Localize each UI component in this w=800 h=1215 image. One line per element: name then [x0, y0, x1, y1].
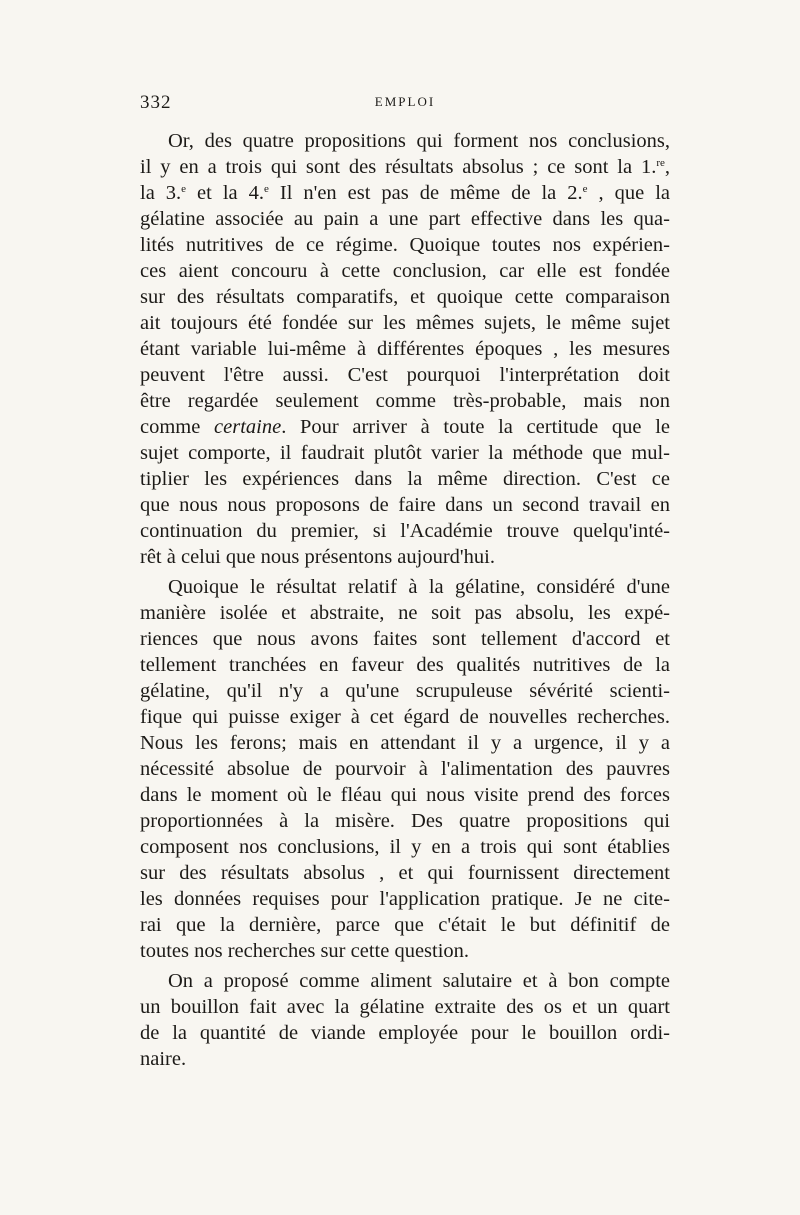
text-line: composent nos conclusions, il y en a trois qui sont établies: [140, 836, 670, 858]
text-line: étant variable lui-même à différentes époques , les mesures: [140, 338, 670, 360]
text-line: Or, des quatre propositions qui forment nos conclusions,: [168, 130, 670, 152]
text-line: rai que la dernière, parce que c'était le but définitif de: [140, 914, 670, 936]
text-line: un bouillon fait avec la gélatine extraite des os et un quart: [140, 996, 670, 1018]
text-line: fique qui puisse exiger à cet égard de nouvelles recherches.: [140, 706, 670, 728]
text-line: gélatine associée au pain a une part effective dans les qua-: [140, 208, 670, 230]
page-header: [140, 92, 670, 116]
paragraph: [140, 128, 670, 570]
paragraph: [140, 968, 670, 1072]
body-text: [140, 128, 670, 1072]
text-line: dans le moment où le fléau qui nous visite prend des forces: [140, 784, 670, 806]
text-line: continuation du premier, si l'Académie trouve quelqu'inté-: [140, 520, 670, 542]
text-line: naire.: [140, 1048, 187, 1070]
text-line: les données requises pour l'application pratique. Je ne cite-: [140, 888, 670, 910]
text-line: Quoique le résultat relatif à la gélatine, considéré d'une: [168, 576, 670, 598]
paragraph: [140, 574, 670, 964]
text-line: que nous nous proposons de faire dans un second travail en: [140, 494, 670, 516]
text-line: toutes nos recherches sur cette question.: [140, 940, 470, 962]
text-line: rêt à celui que nous présentons aujourd'hui.: [140, 546, 495, 568]
page-number: 332: [140, 92, 172, 113]
running-head: EMPLOI: [374, 94, 436, 109]
text-line: tellement tranchées en faveur des qualités nutritives de la: [140, 654, 670, 676]
text-line: sur des résultats absolus , et qui fournissent directement: [140, 862, 670, 884]
text-line: tiplier les expériences dans la même direction. C'est ce: [140, 468, 670, 490]
text-line: ait toujours été fondée sur les mêmes sujets, le même sujet: [140, 312, 670, 334]
text-line: peuvent l'être aussi. C'est pourquoi l'interprétation doit: [140, 364, 670, 386]
text-line: riences que nous avons faites sont tellement d'accord et: [140, 628, 670, 650]
text-line: proportionnées à la misère. Des quatre propositions qui: [140, 810, 670, 832]
text-line: manière isolée et abstraite, ne soit pas absolu, les expé-: [140, 602, 670, 624]
text-line: de la quantité de viande employée pour le bouillon ordi-: [140, 1022, 670, 1044]
text-line: la 3.$^e$ et la 4.$^e$ Il n'en est pas de même de la 2.$^e$ , que la: [140, 182, 670, 204]
text-line: comme certaine. Pour arriver à toute la certitude que le: [140, 416, 670, 438]
text-line: gélatine, qu'il n'y a qu'une scrupuleuse sévérité scienti-: [140, 680, 670, 702]
text-line: On a proposé comme aliment salutaire et à bon compte: [168, 970, 670, 992]
text-line: sujet comporte, il faudrait plutôt varier la méthode que mul-: [140, 442, 670, 464]
text-line: Nous les ferons; mais en attendant il y a urgence, il y a: [140, 732, 670, 754]
text-line: être regardée seulement comme très-probable, mais non: [140, 390, 670, 412]
text-line: sur des résultats comparatifs, et quoique cette comparaison: [140, 286, 670, 308]
text-line: ces aient concouru à cette conclusion, car elle est fondée: [140, 260, 670, 282]
text-line: il y en a trois qui sont des résultats absolus ; ce sont la 1.$^{re}$,: [140, 156, 670, 178]
text-line: nécessité absolue de pourvoir à l'alimentation des pauvres: [140, 758, 670, 780]
text-line: lités nutritives de ce régime. Quoique toutes nos expérien-: [140, 234, 670, 256]
